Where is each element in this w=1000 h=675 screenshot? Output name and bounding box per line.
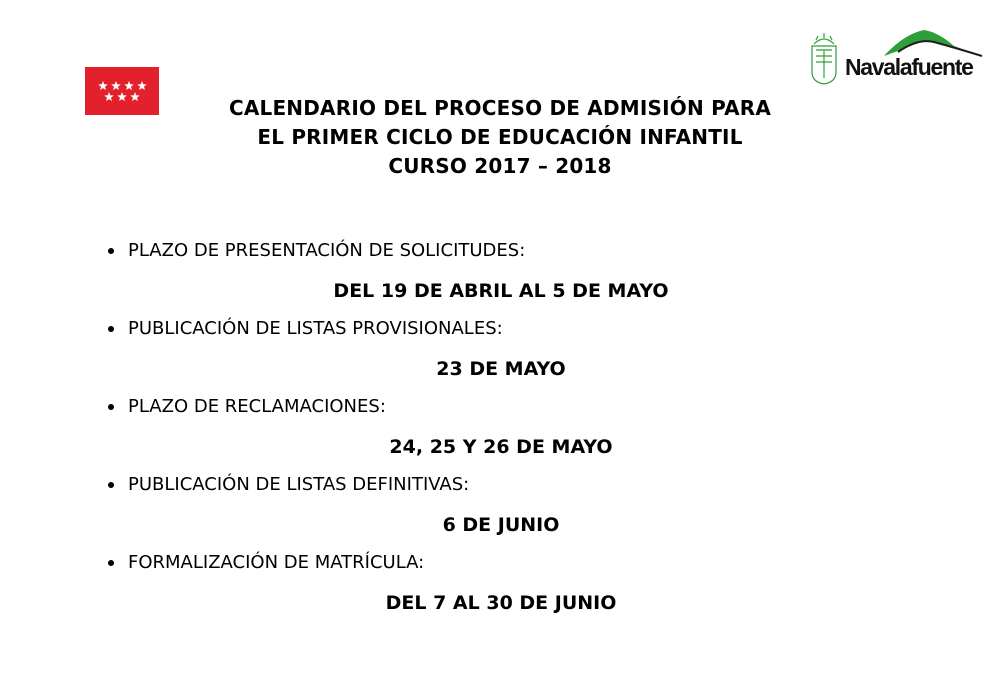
flag-star-icon	[98, 81, 108, 90]
flag-star-icon	[111, 81, 121, 90]
madrid-region-flag-icon	[85, 67, 159, 115]
list-item-date: DEL 19 DE ABRIL AL 5 DE MAYO	[333, 280, 669, 302]
list-item-date: DEL 7 AL 30 DE JUNIO	[385, 592, 617, 614]
list-item-label: PUBLICACIÓN DE LISTAS DEFINITIVAS:	[128, 470, 1000, 506]
logo-wordmark: Navalafuente	[845, 54, 973, 80]
title-line-1: CALENDARIO DEL PROCESO DE ADMISIÓN PARA	[228, 96, 772, 120]
list-item-date: 24, 25 Y 26 DE MAYO	[389, 436, 613, 458]
navalafuente-logo-icon	[806, 26, 984, 88]
list-item-date: 23 DE MAYO	[436, 358, 566, 380]
bullet-icon	[108, 326, 114, 332]
flag-star-icon	[130, 92, 140, 101]
title-line-3: CURSO 2017 – 2018	[388, 154, 612, 178]
flag-stars-icon	[85, 67, 159, 115]
flag-star-icon	[117, 92, 127, 101]
flag-star-icon	[124, 81, 134, 90]
list-item-label: FORMALIZACIÓN DE MATRÍCULA:	[128, 548, 1000, 584]
flag-star-icon	[104, 92, 114, 101]
list-item-date: 6 DE JUNIO	[442, 514, 560, 536]
list-item-label: PLAZO DE RECLAMACIONES:	[128, 392, 1000, 428]
bullet-icon	[108, 248, 114, 254]
title-line-2: EL PRIMER CICLO DE EDUCACIÓN INFANTIL	[257, 125, 743, 149]
schedule-list	[0, 236, 1000, 626]
flag-star-icon	[137, 81, 147, 90]
bullet-icon	[108, 404, 114, 410]
bullet-icon	[108, 560, 114, 566]
list-item-label: PUBLICACIÓN DE LISTAS PROVISIONALES:	[128, 314, 1000, 350]
bullet-icon	[108, 482, 114, 488]
document-title	[150, 94, 850, 181]
list-item-label: PLAZO DE PRESENTACIÓN DE SOLICITUDES:	[128, 236, 1000, 272]
